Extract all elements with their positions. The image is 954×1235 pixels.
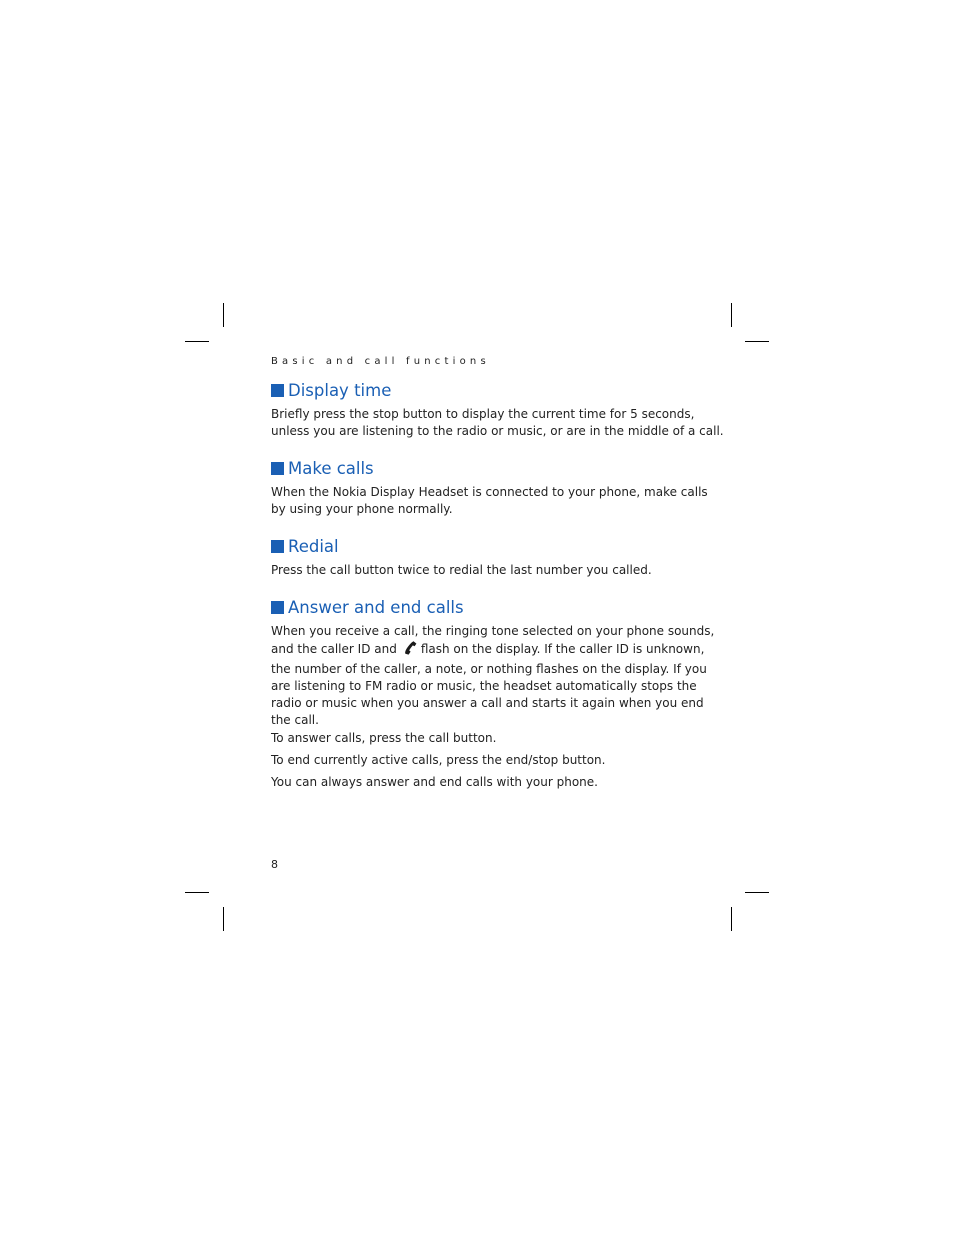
make-calls-paragraph (271, 484, 708, 518)
crop-mark-bottom-left-vertical (223, 907, 224, 931)
section-title-text: Redial (288, 537, 339, 556)
crop-mark-top-left-vertical (223, 303, 224, 327)
blue-square-icon (271, 384, 284, 397)
page-number: 8 (271, 858, 278, 871)
crop-mark-top-right-vertical (731, 303, 732, 327)
answer-calls-instruction: To answer calls, press the call button. (271, 731, 497, 745)
answer-end-calls-paragraph (271, 623, 715, 729)
text-line: flash on the display. If the caller ID is unknown, (420, 642, 705, 656)
text-line: When you receive a call, the ringing tone selected on your phone sounds, (271, 624, 715, 638)
blue-square-icon (271, 601, 284, 614)
redial-paragraph (271, 562, 691, 579)
blue-square-icon (271, 462, 284, 475)
phone-calls-note: You can always answer and end calls with your phone. (271, 775, 598, 789)
phone-handset-icon (402, 640, 418, 661)
crop-mark-top-right-horizontal (745, 341, 769, 342)
running-head: Basic and call functions (271, 356, 490, 367)
end-calls-instruction: To end currently active calls, press the end/stop button. (271, 753, 606, 767)
blue-square-icon (271, 540, 284, 553)
text-line: Press the call button twice to redial the last number you called. (271, 563, 652, 577)
section-title-text: Make calls (288, 459, 374, 478)
text-line: Briefly press the stop button to display the current time for 5 seconds, (271, 407, 695, 421)
text-line: the call. (271, 713, 319, 727)
section-heading-redial (271, 537, 339, 556)
text-line: are listening to FM radio or music, the headset automatically stops the (271, 679, 697, 693)
display-time-paragraph (271, 406, 724, 440)
section-heading-display-time (271, 381, 391, 400)
text-line: by using your phone normally. (271, 502, 453, 516)
section-title-text: Display time (288, 381, 392, 400)
crop-mark-top-left-horizontal (185, 341, 209, 342)
section-heading-make-calls (271, 459, 374, 478)
text-line: radio or music when you answer a call and starts it again when you end (271, 696, 704, 710)
crop-mark-bottom-right-horizontal (745, 892, 769, 893)
section-title-text: Answer and end calls (288, 598, 464, 617)
text-line: unless you are listening to the radio or music, or are in the middle of a call. (271, 424, 724, 438)
crop-mark-bottom-left-horizontal (185, 892, 209, 893)
text-line: and the caller ID and (271, 642, 397, 656)
text-line: the number of the caller, a note, or nothing flashes on the display. If you (271, 662, 707, 676)
crop-mark-bottom-right-vertical (731, 907, 732, 931)
text-line: When the Nokia Display Headset is connected to your phone, make calls (271, 485, 708, 499)
section-heading-answer-end-calls (271, 598, 464, 617)
